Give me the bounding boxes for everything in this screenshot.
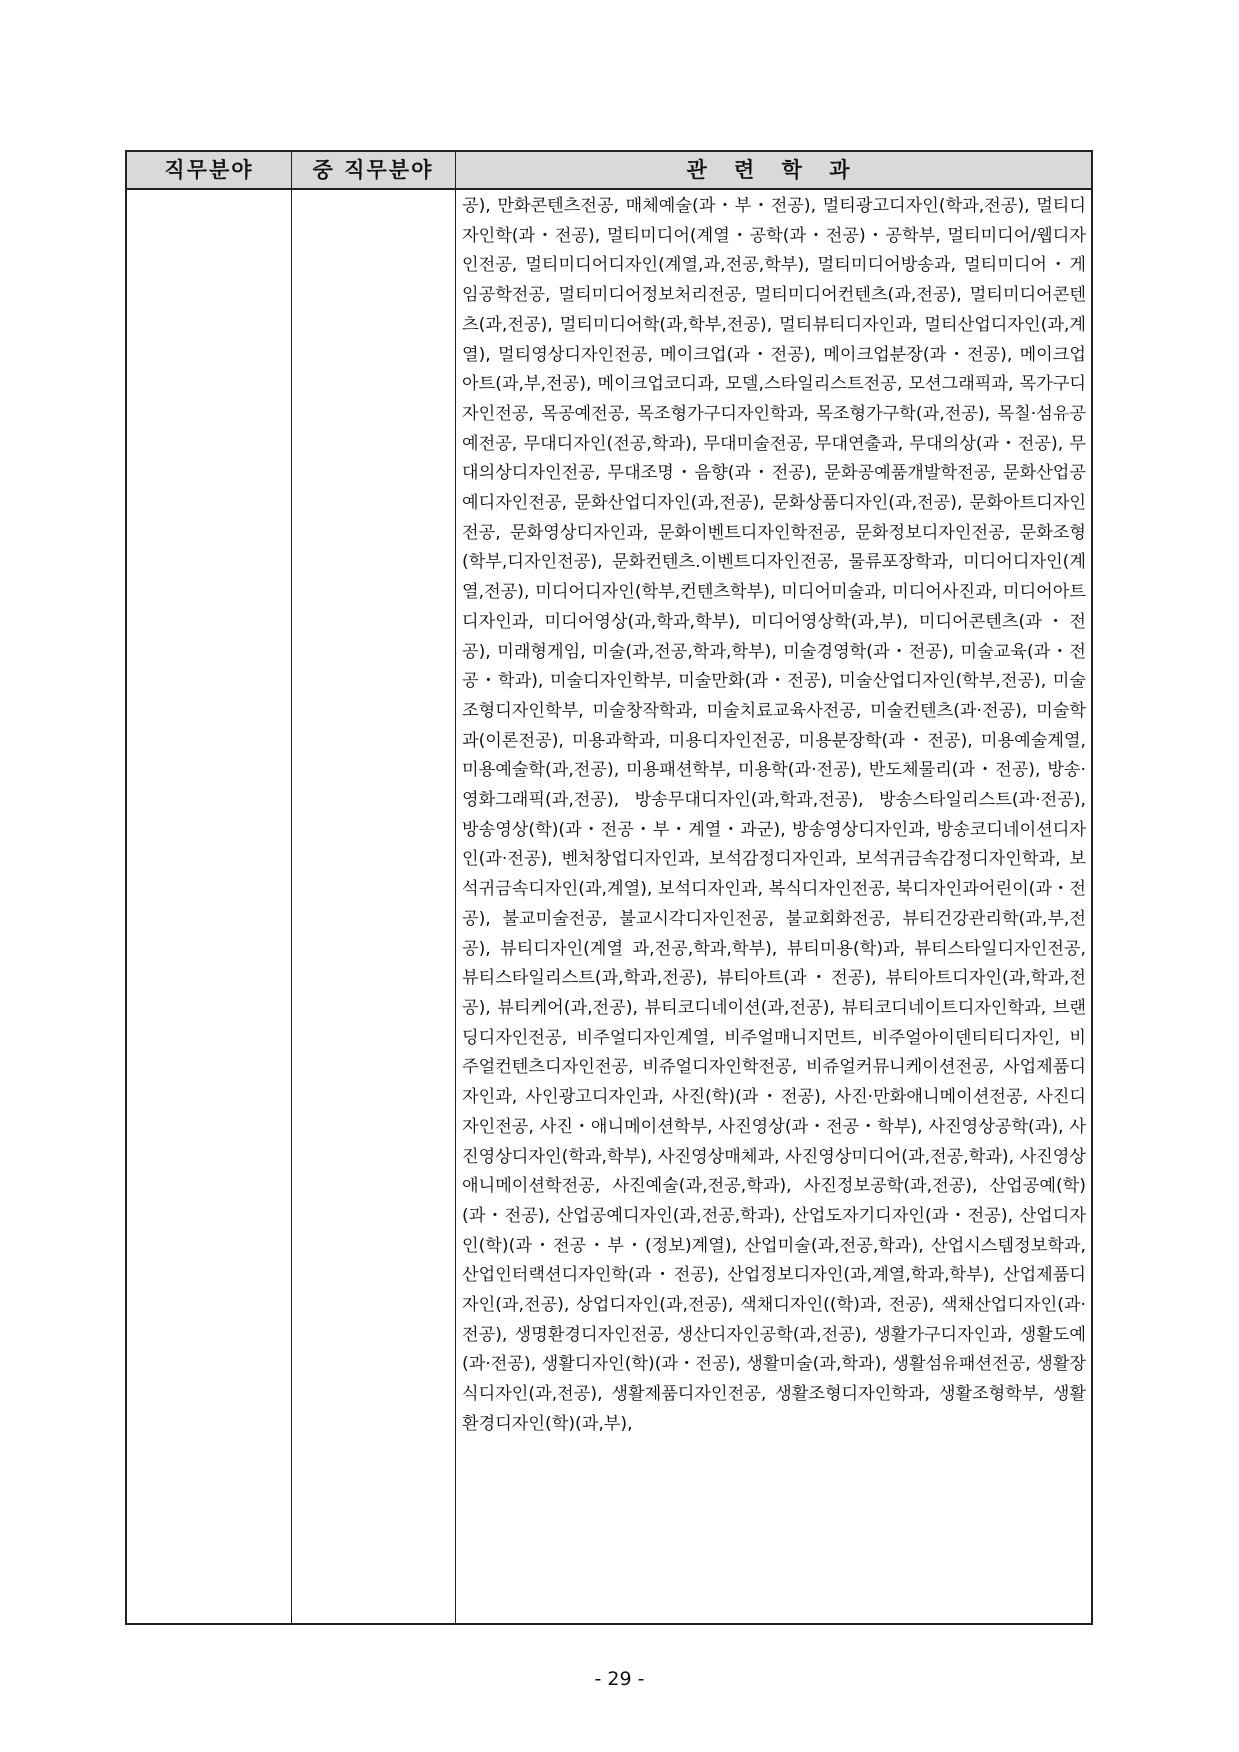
header-field: 직무분야 [164, 158, 254, 182]
table-header-row [127, 152, 1091, 190]
header-departments: 관 련 학 과 [686, 158, 860, 182]
column-divider [291, 152, 292, 1623]
departments-cell: 공), 만화콘텐츠전공, 매체예술(과・부・전공), 멀티광고디자인(학과,전공), 멀티디자인학(과・전공), 멀티미디어(계열・공학(과・전공)・공학부, 멀티미디어/웹디자인전공, 멀티미디어디자인(계열,과,전공,학부), 멀티미디어방송과, 멀티미디어・게임공학전공, 멀티미디어정보처리전공, 멀티미디어컨텐츠(과,전공), 멀티미디어콘텐츠(과,전공), 멀티미디어학(과,학부,전공), 멀티뷰티디자인과, 멀티산업디자인(과,계열), 멀티영상디자인전공, 메이크업(과・전공), 메이크업분장(과・전공), 메이크업아트(과,부,전공), 메이크업코디과, 모델,스타일리스트전공, 모션그래픽과, 목가구디자인전공, 목공예전공, 목조형가구디자인학과, 목조형가구학(과,전공), 목칠·섬유공예전공, 무대디자인(전공,학과), 무대미술전공, 무대연출과, 무대의상(과・전공), 무대의상디자인전공, 무대조명・음향(과・전공), 문화공예품개발학전공, 문화산업공예디자인전공, 문화산업디자인(과,전공), 문화상품디자인(과,전공), 문화아트디자인전공, 문화영상디자인과, 문화이벤트디자인학전공, 문화정보디자인전공, 문화조형(학부,디자인전공), 문화컨텐츠.이벤트디자인전공, 물류포장학과, 미디어디자인(계열,전공), 미디어디자인(학부,컨텐츠학부), 미디어미술과, 미디어사진과, 미디어아트디자인과, 미디어영상(과,학과,학부), 미디어영상학(과,부), 미디어콘텐츠(과・전공), 미래형게임, 미술(과,전공,학과,학부), 미술경영학(과・전공), 미술교육(과・전공・학과), 미술디자인학부, 미술만화(과・전공), 미술산업디자인(학부,전공), 미술조형디자인학부, 미술창작학과, 미술치료교육사전공, 미술컨텐츠(과·전공), 미술학과(이론전공), 미용과학과, 미용디자인전공, 미용분장학(과・전공), 미용예술계열, 미용예술학(과,전공), 미용패션학부, 미용학(과·전공), 반도체물리(과・전공), 방송·영화그래픽(과,전공), 방송무대디자인(과,학과,전공), 방송스타일리스트(과·전공), 방송영상(학)(과・전공・부・계열・과군), 방송영상디자인과, 방송코디네이션디자인(과·전공), 벤처창업디자인과, 보석감정디자인과, 보석귀금속감정디자인학과, 보석귀금속디자인(과,계열), 보석디자인과, 복식디자인전공, 북디자인과어린이(과・전공), 불교미술전공, 불교시각디자인전공, 불교회화전공, 뷰티건강관리학(과,부,전공), 뷰티디자인(계열 과,전공,학과,학부), 뷰티미용(학)과, 뷰티스타일디자인전공, 뷰티스타일리스트(과,학과,전공), 뷰티아트(과・전공), 뷰티아트디자인(과,학과,전공), 뷰티케어(과,전공), 뷰티코디네이션(과,전공), 뷰티코디네이트디자인학과, 브랜딩디자인전공, 비주얼디자인계열, 비주얼매니지먼트, 비주얼아이덴티티디자인, 비주얼컨텐츠디자인전공, 비쥬얼디자인학전공, 비쥬얼커뮤니케이션전공, 사업제품디자인과, 사인광고디자인과, 사진(학)(과・전공), 사진·만화애니메이션전공, 사진디자인전공, 사진・애니메이션학부, 사진영상(과・전공・학부), 사진영상공학(과), 사진영상디자인(학과,학부), 사진영상매체과, 사진영상미디어(과,전공,학과), 사진영상애니메이션학전공, 사진예술(과,전공,학과), 사진정보공학(과,전공), 산업공예(학)(과・전공), 산업공예디자인(과,전공,학과), 산업도자기디자인(과・전공), 산업디자인(학)(과・전공・부・(정보)계열), 산업미술(과,전공,학과), 산업시스템정보학과, 산업인터랙션디자인학(과・전공), 산업정보디자인(과,계열,학과,학부), 산업제품디자인(과,전공), 상업디자인(과,전공), 색채디자인((학)과, 전공), 색채산업디자인(과·전공), 생명환경디자인전공, 생산디자인공학(과,전공), 생활가구디자인과, 생활도예(과·전공), 생활디자인(학)(과・전공), 생활미술(과,학과), 생활섬유패션전공, 생활장식디자인(과,전공), 생활제품디자인전공, 생활조형디자인학과, 생활조형학부, 생활환경디자인(학)(과,부), [462, 196, 1086, 1434]
column-divider [455, 152, 456, 1623]
department-table [125, 150, 1093, 1625]
header-subfield: 중 직무분야 [312, 158, 434, 182]
page-number: - 29 - [594, 1668, 645, 1690]
